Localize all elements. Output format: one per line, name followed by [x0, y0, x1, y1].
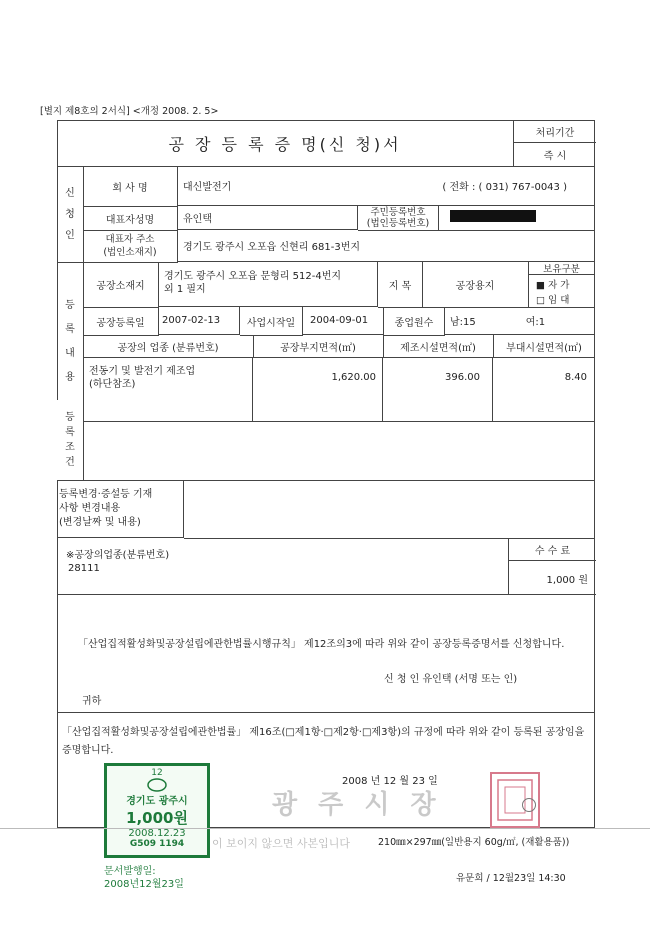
company-value: 대신발전기 [183, 182, 232, 193]
fee-label: 수 수 료 [509, 538, 596, 561]
footer-right: 유문희 / 12월23일 14:30 [456, 873, 566, 884]
ownership-lease: □ 임 대 [536, 295, 570, 306]
conditions-value [83, 422, 595, 481]
stamp-city: 경기도 광주시 [126, 796, 188, 807]
ownership-own: ■ 자 가 [536, 280, 570, 291]
company-row [177, 166, 595, 206]
header-industry: 공장의 업종 (분류번호) [83, 335, 254, 358]
phone-value: ( 전화 : ( 031) 767-0043 ) [442, 182, 567, 193]
issue-date-label: 문서발행일: [104, 866, 156, 877]
applicant-section-label: 신 청 인 [57, 166, 84, 263]
reg-date-value: 2007-02-13 [158, 307, 240, 335]
form-reference: [별지 제8호의 2서식] <개정 2008. 2. 5> [40, 106, 219, 117]
certify-text: 「산업집적활성화및공장설립에관한법률」 제16조(□제1항·□제2항·□제3항)의 규정에 따라 위와 같이 등록된 공장임을 증명합니다. [62, 727, 585, 756]
processing-box [513, 120, 596, 166]
staff-label: 종업원수 [384, 307, 445, 336]
header-site-area: 공장부지면적(㎡) [253, 335, 384, 358]
revenue-stamp [104, 763, 210, 858]
header-mfg-area: 제조시설면적(㎡) [383, 335, 494, 358]
company-label: 회 사 명 [83, 166, 178, 207]
recipient-label: 귀하 [82, 696, 102, 707]
issuer-name: 광 주 시 장 [272, 790, 442, 820]
stamp-amount: 1,000원 [126, 809, 188, 827]
fee-value: 1,000 원 [546, 575, 588, 586]
start-date-value: 2004-09-01 [302, 307, 384, 335]
address-value: 경기도 광주시 오포읍 신현리 681-3번지 [177, 230, 595, 262]
change-label: 등록변경·증설등 기재 사항 변경내용 (변경날짜 및 내용) [57, 480, 184, 538]
ownership-label: 보유구분 [528, 262, 595, 275]
ownership-cell [528, 262, 595, 308]
rep-label: 대표자성명 [83, 206, 178, 231]
processing-value: 즉 시 [543, 151, 567, 162]
industry-note-label: ※공장의업종(분류번호) [66, 550, 170, 561]
fee-box [508, 538, 596, 595]
id-value-cell [438, 206, 595, 231]
stamp-emblem-icon [146, 778, 168, 792]
redaction-mark [450, 210, 536, 222]
aux-area-value: 8.40 [493, 357, 595, 422]
form-title: 공 장 등 록 증 명(신 청)서 [168, 134, 402, 154]
location-value: 경기도 광주시 오포읍 문형리 512-4번지 외 1 필지 [158, 262, 378, 307]
mfg-area-value: 396.00 [383, 357, 493, 422]
issue-date-text: 2008 년 12 월 23 일 [342, 776, 438, 787]
staff-female: 여:1 [525, 317, 546, 328]
conditions-section-label: 등 록 조 건 [57, 400, 84, 481]
industry-value: 전동기 및 발전기 제조업 (하단참조) [83, 357, 253, 422]
stamp-date: 2008.12.23 [128, 828, 186, 839]
reg-date-label: 공장등록일 [83, 307, 159, 336]
start-date-label: 사업시작일 [240, 307, 303, 336]
staff-values [444, 307, 595, 335]
issue-date-value: 2008년12월23일 [104, 879, 184, 890]
seal-mark-icon [522, 798, 536, 812]
watermark-text: 이 보이지 않으면 사본입니다 [212, 837, 351, 850]
rep-value: 유인택 [177, 206, 358, 230]
paper-spec: 210㎜×297㎜(일반용지 60g/㎡, (재활용품)) [378, 837, 570, 848]
change-value [184, 480, 595, 539]
staff-male: 남:15 [450, 317, 476, 328]
registration-section-label: 등 록 내 용 [57, 262, 84, 423]
address-label: 대표자 주소 (법인소재지) [83, 230, 178, 263]
request-text: 「산업집적활성화및공장설립에관한법률시행규칙」 제12조의3에 따라 위와 같이 공장등록증명서를 신청합니다. [78, 639, 565, 650]
id-label: 주민등록번호 (법인등록번호) [358, 206, 439, 231]
applicant-signature: 신 청 인 유인택 (서명 또는 인) [384, 674, 518, 685]
stamp-number: 12 [151, 768, 163, 778]
site-area-value: 1,620.00 [253, 357, 383, 422]
location-label: 공장소재지 [83, 262, 159, 308]
jimok-label: 지 목 [378, 262, 423, 308]
header-aux-area: 부대시설면적(㎡) [493, 335, 595, 358]
jimok-value: 공장용지 [422, 262, 529, 308]
stamp-serial: G509 1194 [129, 839, 185, 849]
processing-label: 처리기간 [514, 120, 596, 143]
industry-code: 28111 [68, 563, 100, 574]
